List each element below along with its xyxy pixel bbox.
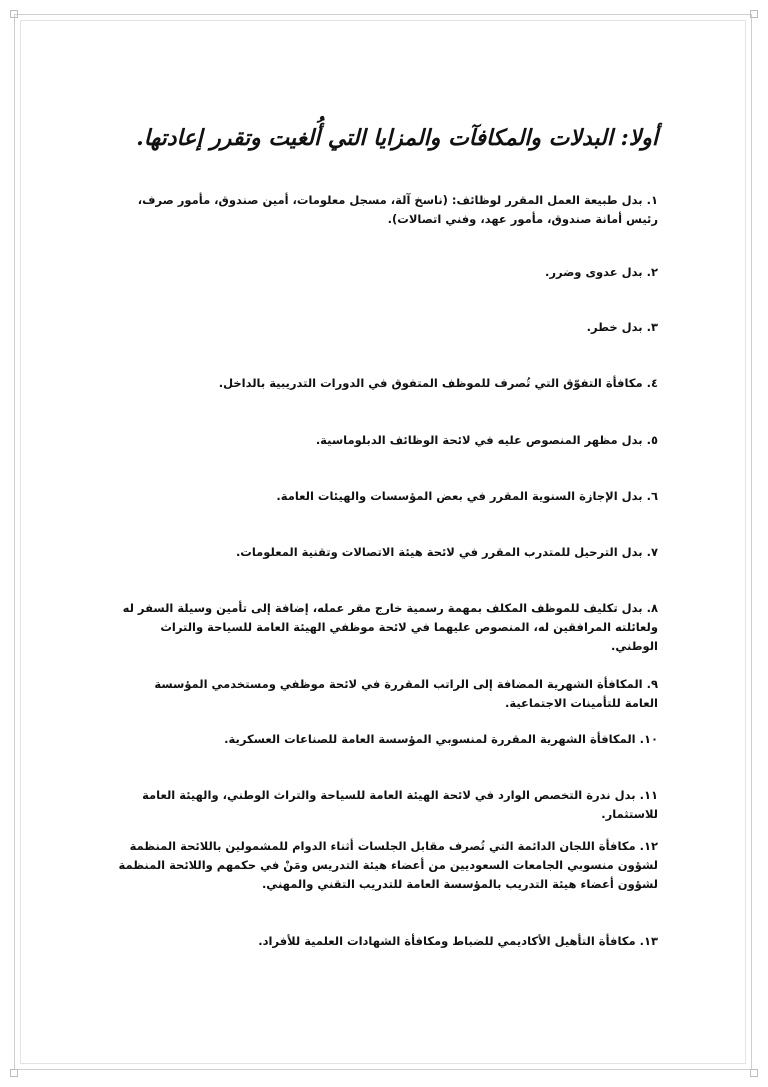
corner-ornament — [750, 10, 758, 18]
list-item-7: ٧. بدل الترحيل للمتدرب المقرر في لائحة هيئة الاتصالات وتقنية المعلومات. — [235, 545, 658, 559]
list-item-5: ٥. بدل مظهر المنصوص عليه في لائحة الوظائف الدبلوماسية. — [315, 433, 658, 447]
page-title: أولا: البدلات والمكافآت والمزايا التي أُلغيت وتقرر إعادتها. — [136, 125, 658, 151]
corner-ornament — [750, 1069, 758, 1077]
list-item-11: ١١. بدل ندرة التخصص الوارد في لائحة الهيئة العامة للسياحة والتراث الوطني، والهيئة العامة للاستثمار. — [142, 788, 658, 821]
list-item-4: ٤. مكافأة التفوّق التي تُصرف للموظف المتفوق في الدورات التدريبية بالداخل. — [218, 376, 658, 390]
corner-ornament — [10, 10, 18, 18]
list-item-6: ٦. بدل الإجازة السنوية المقرر في بعض المؤسسات والهيئات العامة. — [276, 489, 658, 503]
document-page — [118, 0, 658, 1087]
corner-ornament — [10, 1069, 18, 1077]
list-item-8: ٨. بدل تكليف للموظف المكلف بمهمة رسمية خارج مقر عمله، إضافة إلى تأمين وسيلة السفر له ولعائلته المرافقين له، المنصوص عليهما في لائحة موظفي الهيئة العامة للسياحة والتراث الوطني. — [122, 601, 658, 653]
list-item-10: ١٠. المكافأة الشهرية المقررة لمنسوبي المؤسسة العامة للصناعات العسكرية. — [224, 732, 658, 746]
list-item-13: ١٣. مكافأة التأهيل الأكاديمي للضباط ومكافأة الشهادات العلمية للأفراد. — [258, 934, 658, 948]
list-item-12: ١٢. مكافأة اللجان الدائمة التي تُصرف مقابل الجلسات أثناء الدوام للمشمولين باللائحة المنظمة لشؤون منسوبي الجامعات السعوديين من أعضاء هيئة التدريس ومَنْ في حكمهم واللائحة المنظمة لشؤون أعضاء هيئة التدريب بالمؤسسة العامة للتدريب التقني والمهني. — [118, 839, 658, 891]
list-item-9: ٩. المكافأة الشهرية المضافة إلى الراتب المقررة في لائحة موظفي ومستخدمي المؤسسة العامة للتأمينات الاجتماعية. — [154, 677, 658, 710]
list-item-3: ٣. بدل خطر. — [586, 320, 658, 334]
list-item-1: ١. بدل طبيعة العمل المقرر لوظائف: (ناسخ آلة، مسجل معلومات، أمين صندوق، مأمور صرف، رئيس أمانة صندوق، مأمور عهد، وفني اتصالات). — [137, 193, 658, 226]
list-item-2: ٢. بدل عدوى وضرر. — [545, 265, 658, 279]
